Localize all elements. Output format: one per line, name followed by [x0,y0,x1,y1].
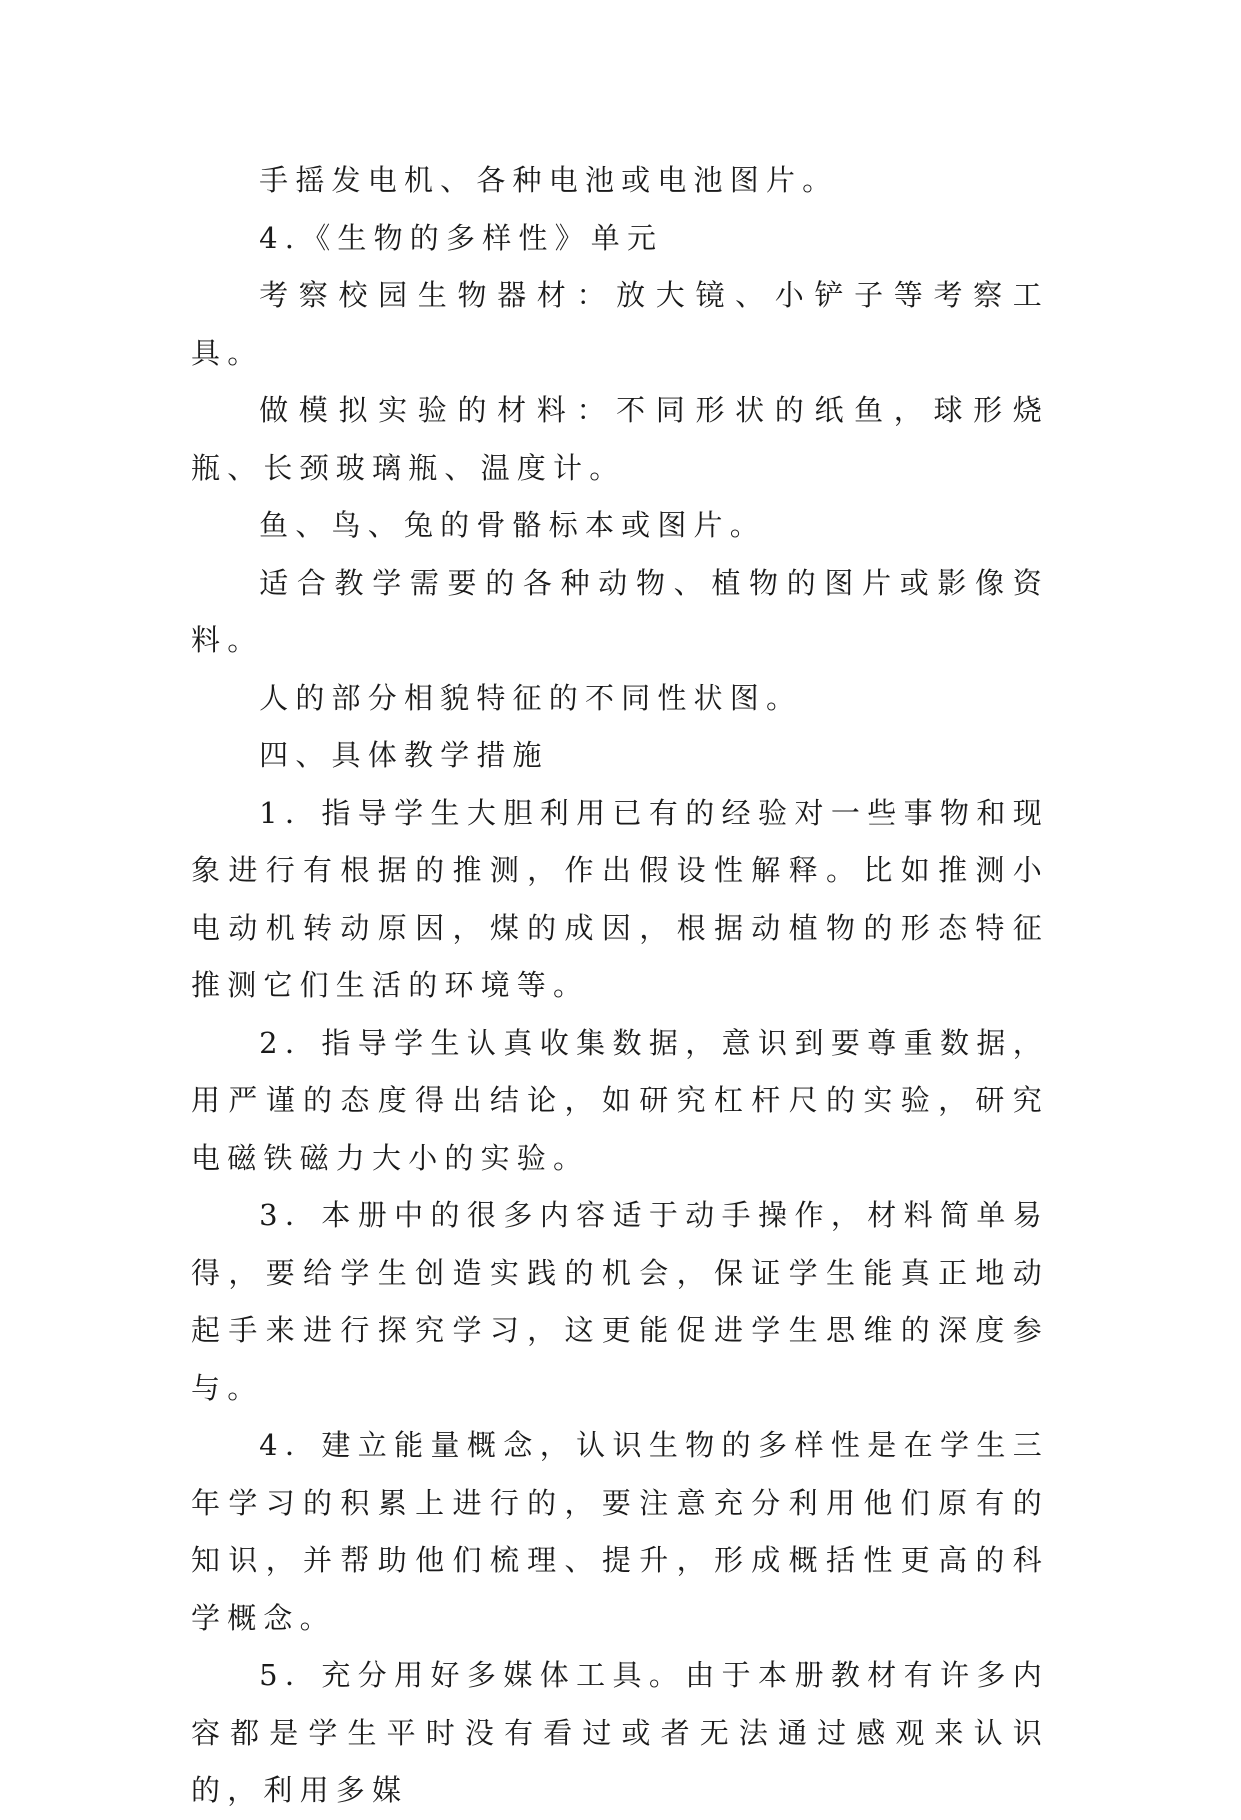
paragraph-field-tools: 考察校园生物器材：放大镜、小铲子等考察工具。 [191,278,1049,370]
paragraph-skeleton-specimens: 鱼、鸟、兔的骨骼标本或图片。 [259,508,766,542]
paragraph-measure-1: 1．指导学生大胆利用已有的经验对一些事物和现象进行有根据的推测，作出假设性解释。比如推测小电动机转动原因，煤的成因，根据动植物的形态特征推测它们生活的环境等。 [191,795,1049,1002]
paragraph-measure-4: 4．建立能量概念，认识生物的多样性是在学生三年学习的积累上进行的，要注意充分利用他们原有的知识，并帮助他们梳理、提升，形成概括性更高的科学概念。 [191,1428,1049,1635]
paragraph-trait-chart: 人的部分相貌特征的不同性状图。 [259,680,803,715]
document-body [191,152,1049,1820]
paragraph-images-media: 适合教学需要的各种动物、植物的图片或影像资料。 [191,565,1049,657]
section-heading-measures: 四、具体教学措施 [259,738,549,772]
paragraph-measure-3: 3．本册中的很多内容适于动手操作，材料简单易得，要给学生创造实践的机会，保证学生能真正地动起手来进行探究学习，这更能促进学生思维的深度参与。 [191,1198,1049,1405]
paragraph-measure-5: 5．充分用好多媒体工具。由于本册教材有许多内容都是学生平时没有看过或者无法通过感观来认识的，利用多媒 [191,1658,1049,1807]
paragraph-simulation-materials: 做模拟实验的材料：不同形状的纸鱼，球形烧瓶、长颈玻璃瓶、温度计。 [191,393,1049,485]
paragraph-unit-heading: 4.《生物的多样性》单元 [259,220,664,255]
paragraph-materials-generator: 手摇发电机、各种电池或电池图片。 [259,163,839,197]
paragraph-measure-2: 2．指导学生认真收集数据，意识到要尊重数据，用严谨的态度得出结论，如研究杠杆尺的实验，研究电磁铁磁力大小的实验。 [191,1025,1049,1175]
